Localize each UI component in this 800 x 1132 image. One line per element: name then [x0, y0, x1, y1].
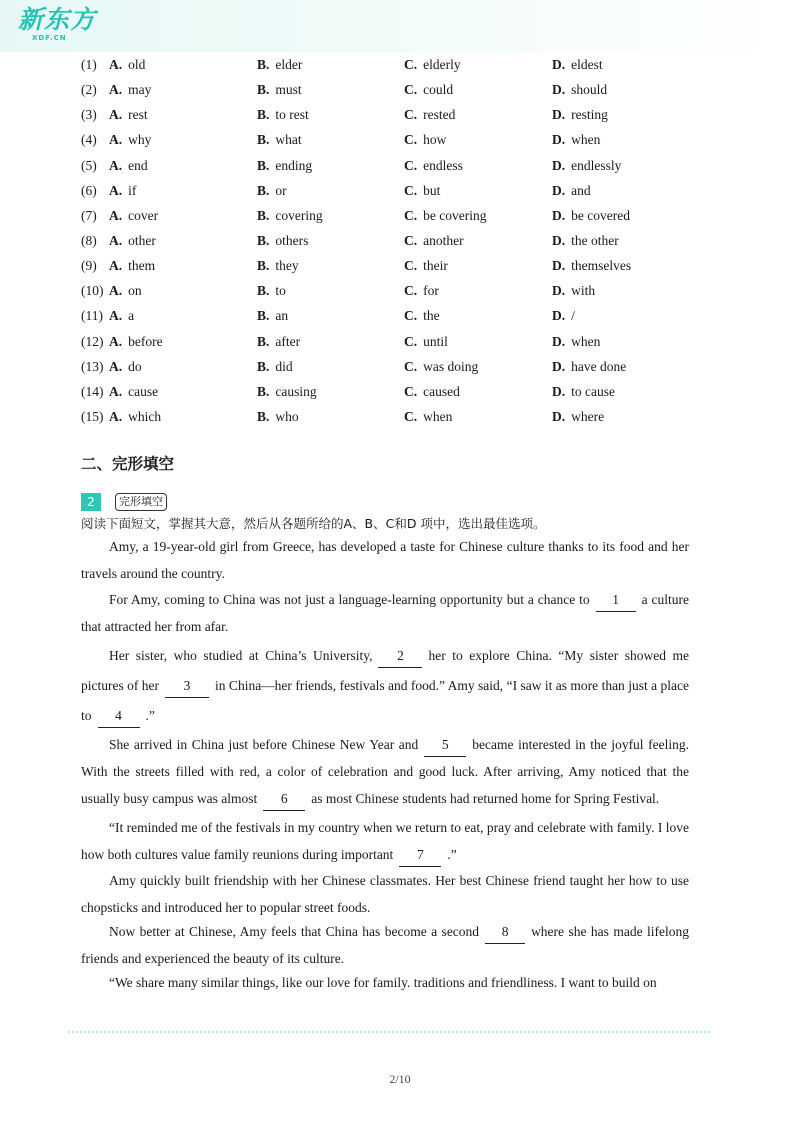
question-number: (7)	[81, 207, 97, 223]
option-text: cause	[128, 383, 159, 399]
option-a	[109, 52, 145, 77]
option-letter: A.	[109, 383, 123, 399]
option-a	[109, 278, 142, 303]
question-number: (3)	[81, 107, 97, 123]
question-number: (6)	[81, 182, 97, 198]
option-letter: B.	[257, 57, 270, 72]
header-band	[0, 0, 800, 52]
paragraph-2	[81, 587, 689, 640]
option-d	[552, 153, 621, 178]
option-text: other	[128, 232, 156, 248]
option-text: another	[423, 232, 464, 248]
paragraph-7	[81, 919, 689, 972]
question-number: (10)	[81, 283, 104, 299]
option-c	[404, 329, 448, 354]
option-text: caused	[423, 383, 460, 399]
option-letter: C.	[404, 283, 418, 299]
option-d	[552, 178, 591, 203]
option-text: who	[275, 408, 299, 424]
option-text: to cause	[571, 383, 615, 399]
option-c	[404, 127, 446, 152]
option-d	[552, 278, 595, 303]
option-b	[257, 379, 317, 404]
option-a	[109, 404, 161, 429]
option-d	[552, 253, 631, 278]
option-c	[404, 354, 478, 379]
paragraph-text: Now better at Chinese, Amy feels that China has become a second	[109, 924, 480, 939]
option-text: to	[275, 283, 286, 299]
option-letter: C.	[404, 308, 418, 324]
paragraph-text: in China—her friends, festivals and food.” Amy said, “I saw it as more than just a place to	[81, 678, 689, 723]
option-letter: B.	[257, 383, 270, 399]
question-number: (13)	[81, 358, 104, 374]
question-type-tag: 完形填空	[115, 493, 167, 511]
option-c	[404, 303, 440, 328]
option-a	[109, 102, 148, 127]
option-letter: C.	[404, 132, 418, 148]
option-letter: C.	[404, 408, 418, 424]
option-text: old	[128, 57, 146, 72]
blank-8: 8	[485, 921, 525, 944]
option-text: eldest	[571, 57, 603, 72]
option-text: others	[275, 232, 309, 248]
option-letter: C.	[404, 82, 418, 98]
option-letter: C.	[404, 258, 418, 274]
option-letter: C.	[404, 383, 418, 399]
option-a	[109, 127, 151, 152]
footer-divider	[68, 1031, 710, 1033]
option-text: with	[571, 283, 596, 299]
option-text: be covered	[571, 207, 630, 223]
option-letter: D.	[552, 283, 566, 299]
option-text: when	[571, 333, 601, 349]
option-text: and	[571, 182, 591, 198]
option-text: should	[571, 82, 608, 98]
option-text: endlessly	[571, 157, 622, 173]
option-a	[109, 203, 158, 228]
option-text: where	[571, 408, 605, 424]
option-text: ending	[275, 157, 313, 173]
option-c	[404, 228, 464, 253]
paragraph-text: “We share many similar things, like our love for family. traditions and friendliness. I want to build on	[109, 975, 657, 990]
option-text: the other	[571, 232, 619, 248]
option-b	[257, 303, 288, 328]
question-number-badge: 2	[81, 493, 101, 511]
option-a	[109, 228, 156, 253]
option-b	[257, 178, 287, 203]
option-letter: B.	[257, 132, 270, 148]
paragraph-text: became interested in the joyful feeling. With the streets filled with red, a color of celebration and good luck. After arriving, Amy noticed that the usually busy campus was almost	[81, 737, 689, 806]
option-letter: C.	[404, 358, 418, 374]
option-letter: A.	[109, 308, 123, 324]
option-letter: C.	[404, 107, 418, 123]
option-letter: D.	[552, 258, 566, 274]
option-c	[404, 203, 486, 228]
option-letter: A.	[109, 182, 123, 198]
option-text: endless	[423, 157, 463, 173]
option-c	[404, 52, 461, 77]
option-c	[404, 153, 463, 178]
option-letter: A.	[109, 132, 123, 148]
option-letter: C.	[404, 57, 418, 72]
option-letter: A.	[109, 408, 123, 424]
option-text: after	[275, 333, 301, 349]
option-b	[257, 329, 300, 354]
option-b	[257, 203, 323, 228]
paragraph-4	[81, 731, 689, 812]
option-letter: A.	[109, 107, 123, 123]
option-d	[552, 379, 615, 404]
option-c	[404, 404, 452, 429]
blank-4: 4	[98, 705, 140, 728]
question-number: (12)	[81, 333, 104, 349]
option-text: to rest	[275, 107, 309, 123]
option-text: but	[423, 182, 441, 198]
option-c	[404, 278, 439, 303]
option-text: until	[423, 333, 448, 349]
option-a	[109, 354, 142, 379]
paragraph-5	[81, 814, 689, 868]
option-b	[257, 228, 308, 253]
option-a	[109, 253, 155, 278]
paragraph-text: where she has made lifelong friends and experienced the beauty of its culture.	[81, 924, 689, 966]
paragraph-text: .”	[145, 708, 155, 723]
option-letter: B.	[257, 207, 270, 223]
option-c	[404, 178, 440, 203]
instruction-text: 阅读下面短文，掌握其大意，然后从各题所给的A、B、C和D 项中，选出最佳选项。	[81, 516, 546, 531]
option-a	[109, 178, 136, 203]
paragraph-text: her to explore China. “My sister showed me pictures of her	[81, 648, 689, 693]
option-text: rest	[128, 107, 148, 123]
option-letter: B.	[257, 157, 270, 173]
paragraph-text: For Amy, coming to China was not just a language-learning opportunity but a chance to	[109, 592, 590, 607]
option-b	[257, 153, 312, 178]
page-number: 2/10	[389, 1072, 411, 1086]
option-text: when	[423, 408, 453, 424]
option-text: causing	[275, 383, 317, 399]
option-d	[552, 329, 600, 354]
logo-domain: XDF.CN	[32, 34, 67, 42]
option-b	[257, 127, 302, 152]
option-letter: A.	[109, 232, 123, 248]
option-text: before	[128, 333, 163, 349]
option-letter: B.	[257, 82, 270, 98]
option-letter: D.	[552, 57, 566, 72]
blank-1: 1	[596, 589, 636, 612]
option-letter: A.	[109, 57, 123, 72]
option-letter: D.	[552, 232, 566, 248]
question-number: (1)	[81, 57, 97, 72]
option-letter: D.	[552, 408, 566, 424]
option-letter: B.	[257, 107, 270, 123]
option-letter: D.	[552, 82, 566, 98]
option-text: may	[128, 82, 152, 98]
option-letter: B.	[257, 333, 270, 349]
option-letter: C.	[404, 157, 418, 173]
paragraph-text: .”	[447, 847, 457, 862]
option-text: elder	[275, 57, 303, 72]
paragraph-text: Amy quickly built friendship with her Chinese classmates. Her best Chinese friend taught her how to use chopsticks and introduced her to popular street foods.	[81, 873, 689, 915]
option-text: an	[275, 308, 289, 324]
option-d	[552, 77, 607, 102]
option-d	[552, 354, 626, 379]
xdf-logo	[18, 6, 96, 42]
option-text: a	[128, 308, 135, 324]
blank-3: 3	[165, 675, 209, 698]
option-c	[404, 379, 460, 404]
option-text: they	[275, 258, 299, 274]
paragraph-8	[81, 970, 689, 997]
question-number: (15)	[81, 408, 104, 424]
option-text: be covering	[423, 207, 487, 223]
option-b	[257, 52, 302, 77]
option-letter: A.	[109, 157, 123, 173]
option-text: covering	[275, 207, 323, 223]
option-b	[257, 404, 299, 429]
option-letter: A.	[109, 82, 123, 98]
question-number: (5)	[81, 157, 97, 173]
blank-5: 5	[424, 734, 466, 757]
option-a	[109, 329, 163, 354]
option-d	[552, 303, 575, 328]
option-d	[552, 52, 603, 77]
option-letter: C.	[404, 232, 418, 248]
paragraph-text: Her sister, who studied at China’s University,	[109, 648, 373, 663]
option-letter: A.	[109, 283, 123, 299]
option-text: did	[275, 358, 293, 374]
option-letter: A.	[109, 207, 123, 223]
option-d	[552, 203, 630, 228]
option-text: could	[423, 82, 454, 98]
option-text: cover	[128, 207, 159, 223]
option-text: them	[128, 258, 156, 274]
option-letter: D.	[552, 182, 566, 198]
option-letter: B.	[257, 358, 270, 374]
option-text: /	[571, 308, 575, 324]
logo-text: 新东方	[18, 5, 97, 34]
option-d	[552, 228, 619, 253]
paragraph-text: a culture that attracted her from afar.	[81, 592, 689, 634]
option-letter: D.	[552, 308, 566, 324]
option-letter: B.	[257, 232, 270, 248]
option-letter: C.	[404, 182, 418, 198]
option-letter: B.	[257, 308, 270, 324]
option-text: for	[423, 283, 439, 299]
option-text: when	[571, 132, 601, 148]
option-text: what	[275, 132, 302, 148]
blank-6: 6	[263, 788, 305, 811]
option-text: the	[423, 308, 440, 324]
option-text: themselves	[571, 258, 632, 274]
option-text: if	[128, 182, 137, 198]
blank-7: 7	[399, 844, 441, 867]
option-b	[257, 253, 299, 278]
option-a	[109, 77, 151, 102]
option-text: must	[275, 82, 302, 98]
option-letter: B.	[257, 408, 270, 424]
option-letter: D.	[552, 157, 566, 173]
option-letter: C.	[404, 207, 418, 223]
option-letter: A.	[109, 333, 123, 349]
option-a	[109, 303, 134, 328]
option-letter: B.	[257, 258, 270, 274]
question-number: (2)	[81, 82, 97, 98]
blank-2: 2	[378, 645, 422, 668]
option-text: which	[128, 408, 162, 424]
option-letter: D.	[552, 107, 566, 123]
option-text: why	[128, 132, 152, 148]
option-d	[552, 127, 600, 152]
option-a	[109, 153, 148, 178]
paragraph-6	[81, 868, 689, 921]
option-d	[552, 102, 608, 127]
option-c	[404, 102, 455, 127]
option-b	[257, 354, 293, 379]
option-letter: A.	[109, 358, 123, 374]
section-title: 二、完形填空	[81, 455, 175, 473]
option-b	[257, 278, 286, 303]
option-letter: B.	[257, 283, 270, 299]
paragraph-text: Amy, a 19-year-old girl from Greece, has developed a taste for Chinese culture thanks to its food and her travels around the country.	[81, 539, 689, 581]
option-c	[404, 77, 453, 102]
option-text: rested	[423, 107, 456, 123]
option-text: their	[423, 258, 448, 274]
option-letter: C.	[404, 333, 418, 349]
option-text: resting	[571, 107, 608, 123]
question-number: (11)	[81, 308, 103, 324]
question-number: (14)	[81, 383, 104, 399]
option-text: on	[128, 283, 142, 299]
paragraph-text: “It reminded me of the festivals in my country when we return to eat, pray and celebrate with family. I love how both cultures value family reunions during important	[81, 820, 689, 862]
option-letter: B.	[257, 182, 270, 198]
option-text: was doing	[423, 358, 479, 374]
question-number: (9)	[81, 258, 97, 274]
option-letter: D.	[552, 132, 566, 148]
option-b	[257, 77, 302, 102]
option-d	[552, 404, 604, 429]
option-text: elderly	[423, 57, 461, 72]
option-text: have done	[571, 358, 627, 374]
question-number: (4)	[81, 132, 97, 148]
option-text: do	[128, 358, 142, 374]
option-letter: D.	[552, 333, 566, 349]
paragraph-3	[81, 641, 689, 731]
paragraph-text: She arrived in China just before Chinese New Year and	[109, 737, 419, 752]
option-letter: D.	[552, 358, 566, 374]
question-number: (8)	[81, 232, 97, 248]
option-text: how	[423, 132, 447, 148]
paragraph-text: as most Chinese students had returned home for Spring Festival.	[311, 791, 660, 806]
option-text: end	[128, 157, 148, 173]
option-a	[109, 379, 158, 404]
option-letter: D.	[552, 207, 566, 223]
option-letter: A.	[109, 258, 123, 274]
option-c	[404, 253, 448, 278]
paragraph-1	[81, 534, 689, 587]
option-text: or	[275, 182, 287, 198]
option-b	[257, 102, 309, 127]
option-letter: D.	[552, 383, 566, 399]
